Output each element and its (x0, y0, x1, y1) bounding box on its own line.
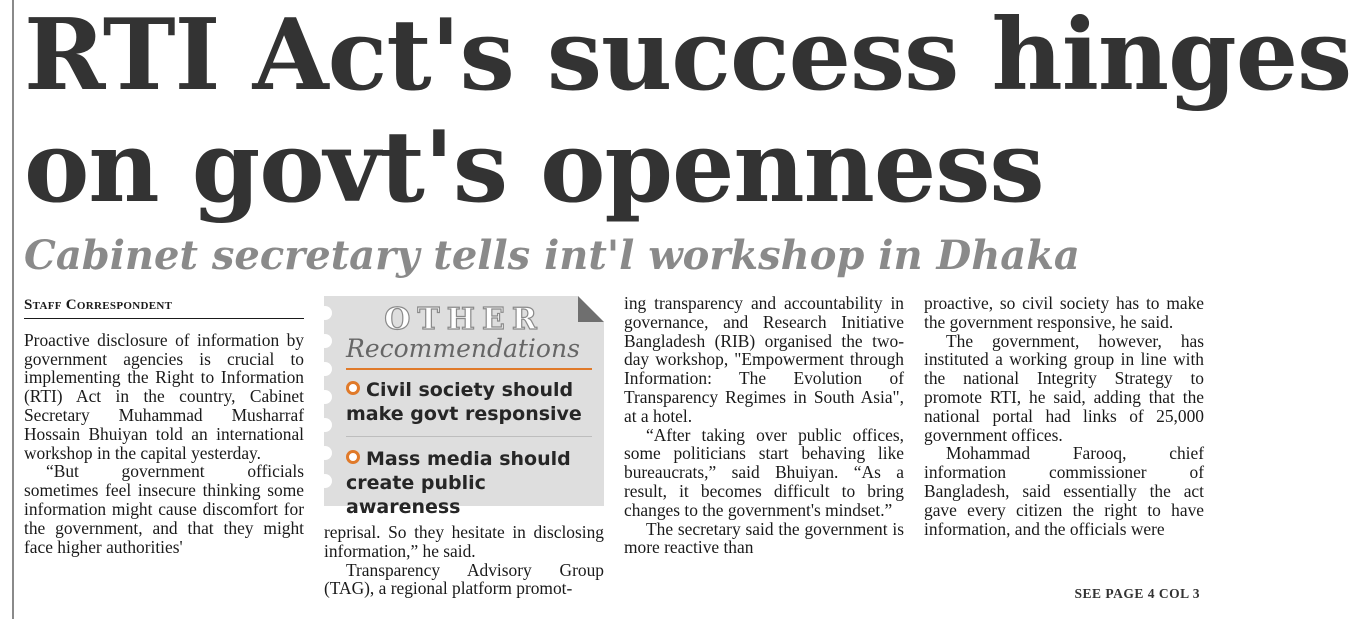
paragraph: reprisal. So they hesitate in disclosing information,” he said. (324, 522, 604, 561)
sidebar-title-rule (346, 368, 592, 370)
sidebar-divider (346, 436, 592, 437)
byline-text: Staff Correspondent (24, 297, 173, 313)
byline (24, 296, 304, 319)
article-column-4 (924, 294, 1204, 538)
scallop-edge (318, 362, 332, 376)
recommendation-text: Mass media should create public awareness (346, 448, 571, 518)
page-left-rule (12, 0, 14, 619)
article-column-2 (324, 523, 604, 598)
sidebar-title-recommendations: Recommendations (346, 334, 580, 363)
paragraph: Transparency Advisory Group (TAG), a regional platform promot- (324, 559, 604, 599)
paragraph: The government, however, has instituted a working group in line with the national Integrity Strategy to promote RTI, he said, adding that the national portal had links of 25,000 government offices. (924, 330, 1204, 445)
continued-jump-line: SEE PAGE 4 COL 3 (1074, 586, 1200, 601)
paragraph: The secretary said the government is more reactive than (624, 518, 904, 558)
headline-line-1: RTI Act's success hinges (24, 0, 1351, 113)
paragraph: “After taking over public offices, some politicians start behaving like bureaucrats,” said Bhuiyan. “As a result, it becomes difficult to bring changes to the government's mindset.” (624, 424, 904, 520)
orange-ring-bullet-icon (346, 381, 360, 395)
headline (24, 0, 1351, 224)
paragraph: proactive, so civil society has to make the government responsive, he said. (924, 293, 1204, 332)
paragraph: Mohammad Farooq, chief information commissioner of Bangladesh, said essentially the act gave every citizen the right to have information, and the officials were (924, 443, 1204, 539)
scallop-edge (318, 418, 332, 432)
recommendation-text: Civil society should make govt responsive (346, 379, 582, 425)
paragraph: Proactive disclosure of information by government agencies is crucial to implementing the Right to Information (RTI) Act in the country, Cabinet Secretary Muhammad Musharraf Hossain Bhuiyan told an international workshop in the capital yesterday. (24, 329, 304, 463)
paragraph: ing transparency and accountability in governance, and Research Initiative Bangladesh (RIB) organised the two-day workshop, "Empowerment through Information: The Evolution of Transparency Regimes in South Asia", at a hotel. (624, 293, 904, 426)
scallop-edge (318, 390, 332, 404)
scallop-edge (318, 474, 332, 488)
headline-line-2: on govt's openness (24, 110, 1044, 225)
article-column-1 (24, 296, 304, 556)
recommendation-item (346, 378, 596, 426)
article-column-3 (624, 294, 904, 557)
subheadline: Cabinet secretary tells int'l workshop in Dhaka (24, 232, 1080, 279)
sidebar-title-other: OTHER (384, 302, 544, 337)
orange-ring-bullet-icon (346, 450, 360, 464)
scallop-edge (318, 446, 332, 460)
recommendation-item (346, 447, 596, 519)
paragraph: “But government officials sometimes feel insecure thinking some information might cause discomfort for the government, and that they might face higher authorities' (24, 461, 304, 557)
other-recommendations-sidebar (324, 296, 604, 518)
